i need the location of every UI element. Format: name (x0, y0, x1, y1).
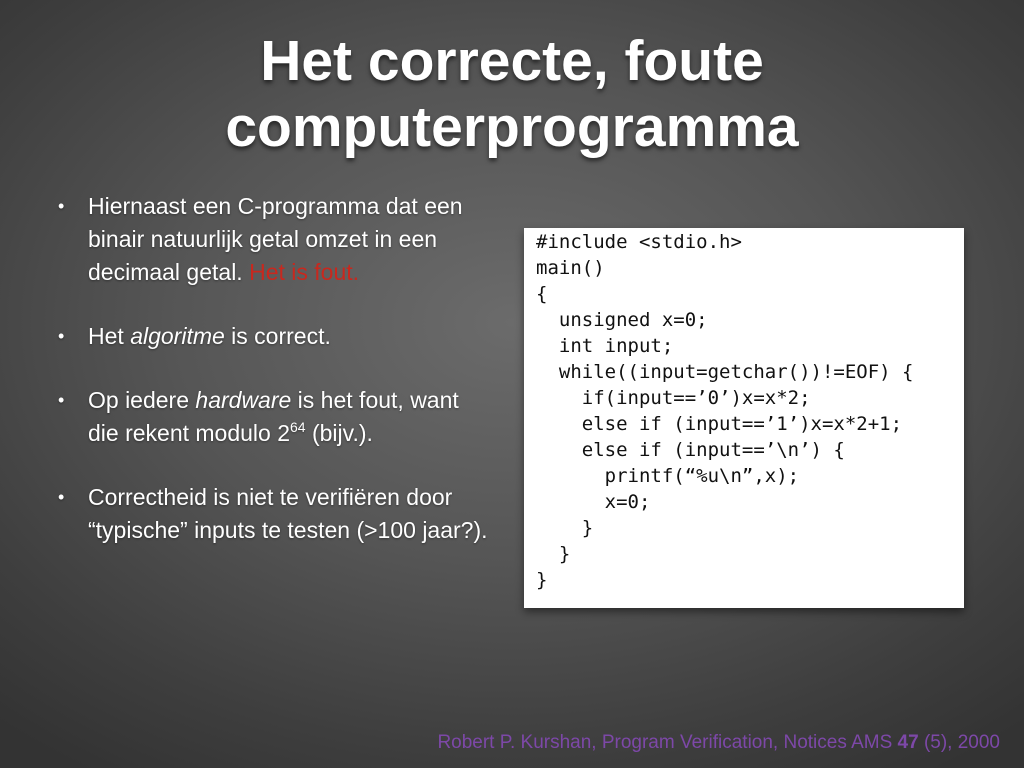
citation (437, 732, 1000, 754)
code-listing (524, 228, 964, 608)
bullet-emphasis-hardware: hardware (195, 387, 292, 413)
code-line: int input; (536, 335, 674, 357)
bullet-exponent: 64 (290, 419, 306, 435)
bullet-verification (58, 481, 488, 547)
citation-volume: 47 (897, 732, 919, 753)
citation-suffix: (5), 2000 (918, 732, 1000, 753)
code-line: x=0; (536, 491, 651, 513)
code-line: if(input==’0’)x=x*2; (536, 387, 811, 409)
bullet-text-pre: Het (88, 323, 131, 349)
code-line: { (536, 283, 548, 305)
code-line: } (536, 517, 594, 539)
title-line-2: computerprogramma (225, 95, 799, 159)
bullet-dot-icon: • (58, 326, 65, 346)
bullet-dot-icon: • (58, 390, 65, 410)
bullet-text: Correctheid is niet te verifiëren door “typische” inputs te testen (>100 jaar?). (88, 484, 488, 543)
bullet-program-description (58, 190, 488, 289)
bullet-emphasis-algoritme: algoritme (130, 323, 225, 349)
bullet-text-mid: is het fout, want die rekent modulo 2 (88, 387, 459, 446)
bullet-highlight-wrong: Het is fout (249, 259, 353, 285)
code-line: main() (536, 257, 605, 279)
bullet-text-post: (bijv.). (305, 420, 373, 446)
bullet-algorithm-correct (58, 320, 488, 353)
bullet-dot-icon: • (58, 487, 65, 507)
code-line: } (536, 543, 571, 565)
code-line: while((input=getchar())!=EOF) { (536, 361, 914, 383)
bullet-text: Hiernaast een C-programma dat een binair natuurlijk getal omzet in een decimaal getal. (88, 193, 463, 285)
slide-title (0, 28, 1024, 160)
code-line: unsigned x=0; (536, 309, 708, 331)
bullet-text-post: is correct. (224, 323, 331, 349)
bullet-period: . (352, 259, 360, 285)
bullet-list (58, 190, 488, 578)
code-line: else if (input==’1’)x=x*2+1; (536, 413, 903, 435)
code-line: #include <stdio.h> (536, 231, 742, 253)
bullet-text-pre: Op iedere (88, 387, 196, 413)
code-line: printf(“%u\n”,x); (536, 465, 800, 487)
bullet-dot-icon: • (58, 196, 65, 216)
title-line-1: Het correcte, foute (260, 29, 764, 93)
bullet-hardware-wrong (58, 384, 488, 450)
code-line: } (536, 569, 548, 591)
citation-prefix: Robert P. Kurshan, Program Verification, Notices AMS (437, 732, 898, 753)
code-line: else if (input==’\n’) { (536, 439, 845, 461)
